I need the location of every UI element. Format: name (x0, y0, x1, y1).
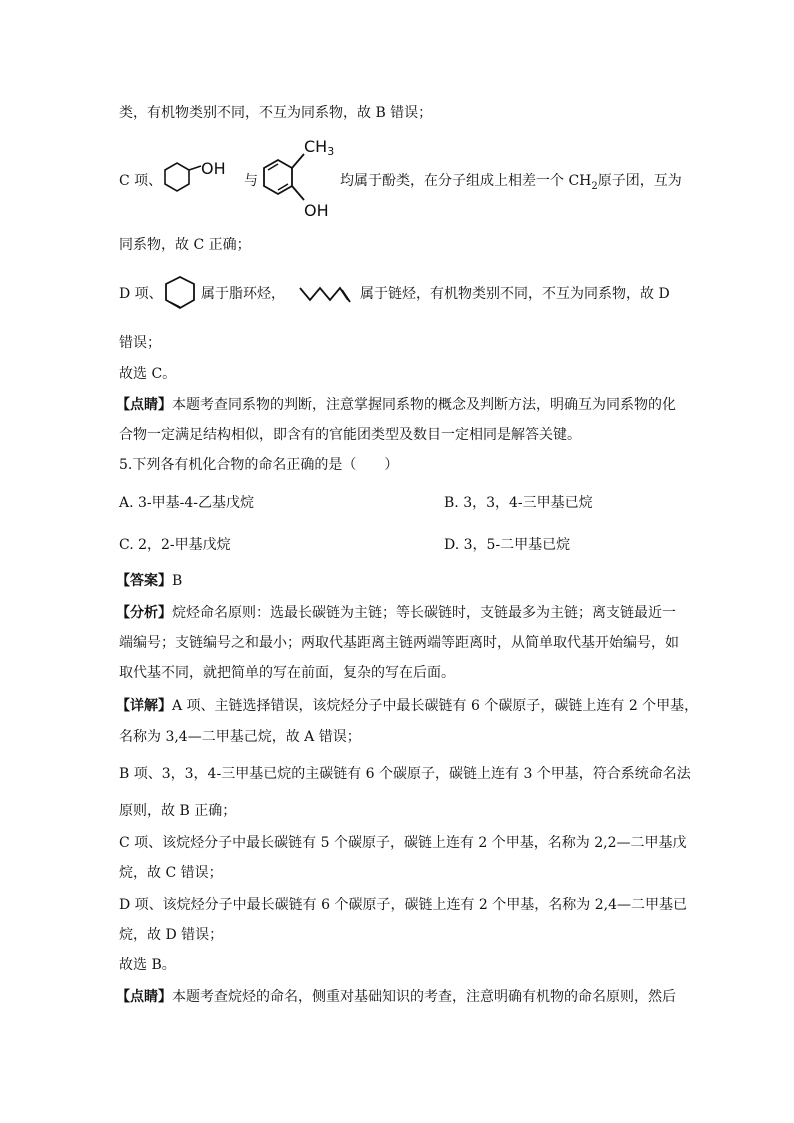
dianjing-1-text-a: 本题考查同系物的判断，注意掌握同系物的概念及判断方法，明确互为同系物的化 (172, 397, 676, 413)
cresol-ch3-label: CH3 (304, 137, 335, 158)
option-d: D. 3，5-二甲基已烷 (444, 537, 571, 553)
xiangjie-line-c2: 烷，故 C 错误； (119, 865, 223, 881)
cresol-structure (258, 134, 342, 222)
phenol-structure (155, 158, 245, 198)
c-subscript: 2 (591, 180, 598, 192)
fenxi-line-c: 取代基不同，就把简单的写在前面，复杂的写在后面。 (119, 665, 455, 681)
dianjing-2-text-a: 本题考查烷烃的命名，侧重对基础知识的考查，注意明确有机物的命名原则，然后 (172, 989, 676, 1005)
dianjing-2-line-a (116, 988, 676, 1006)
cresol-oh-label: OH (304, 201, 329, 220)
phenol-oh-label: OH (201, 159, 226, 178)
answer-line (116, 572, 182, 590)
hexene-chain-structure (296, 280, 358, 308)
text-line-1: 类，有机物类别不同，不互为同系物，故 B 错误； (119, 105, 433, 121)
xiangjie-line-end: 故选 B。 (119, 957, 176, 973)
text-line-c-suffix (340, 172, 682, 196)
dianjing-1-line-a (116, 396, 676, 414)
option-b: B. 3，3，4-三甲基已烷 (444, 495, 593, 511)
text-line-c-prefix: C 项、 (119, 173, 163, 189)
xiangjie-text-a1: A 项、主链选择错误，该烷烃分子中最长碳链有 6 个碳原子，碳链上连有 2 个甲基， (172, 698, 699, 714)
xiangjie-line-a1 (116, 697, 698, 715)
text-line-3: 同系物，故 C 正确； (119, 237, 251, 253)
text-line-6: 故选 C。 (119, 366, 177, 382)
fenxi-line-a (116, 604, 676, 622)
question-5: 5.下列各有机化合物的命名正确的是（ ） (119, 457, 399, 473)
dianjing-1-tag: 【点睛】 (116, 397, 172, 413)
xiangjie-line-c1: C 项、该烷烃分子中最长碳链有 5 个碳原子，碳链上连有 2 个甲基，名称为 2,2—二甲基戊 (119, 835, 687, 851)
c-suffix-text-2: 原子团，互为 (597, 173, 682, 189)
text-line-d-mid: 属于脂环烃， (201, 286, 285, 302)
text-line-d-prefix: D 项、 (119, 286, 163, 302)
fenxi-text-a: 烷烃命名原则：选最长碳链为主链；等长碳链时，支链最多为主链；离支链最近一 (172, 605, 676, 621)
xiangjie-line-d1: D 项、该烷烃分子中最长碳链有 6 个碳原子，碳链上连有 2 个甲基，名称为 2,4—二甲基已 (119, 897, 688, 913)
text-line-5: 错误； (119, 335, 161, 351)
answer-value: B (172, 573, 183, 589)
fenxi-tag: 【分析】 (116, 605, 172, 621)
fenxi-line-b: 端编号；支链编号之和最小；两取代基距离主链两端等距离时，从简单取代基开始编号，如 (119, 635, 679, 651)
xiangjie-line-b2: 原则，故 B 正确； (119, 803, 237, 819)
dianjing-1-line-b: 合物一定满足结构相似，即含有的官能团类型及数目一定相同是解答关键。 (119, 427, 581, 443)
xiangjie-tag: 【详解】 (116, 698, 172, 714)
xiangjie-line-d2: 烷，故 D 错误； (119, 927, 224, 943)
answer-tag: 【答案】 (116, 573, 172, 589)
cyclohexene-structure (158, 272, 204, 318)
option-c: C. 2，2-甲基戊烷 (119, 537, 231, 553)
xiangjie-line-a2: 名称为 3,4—二甲基己烷，故 A 错误； (119, 729, 361, 745)
dianjing-2-tag: 【点睛】 (116, 989, 172, 1005)
text-line-d-suffix: 属于链烃，有机物类别不同，不互为同系物，故 D (360, 286, 670, 302)
c-suffix-text: 均属于酚类，在分子组成上相差一个 CH (340, 173, 592, 189)
option-a: A. 3-甲基-4-乙基戊烷 (119, 495, 255, 511)
text-line-c-with: 与 (244, 173, 258, 189)
xiangjie-line-b1: B 项、3，3，4-三甲基已烷的主碳链有 6 个碳原子，碳链上连有 3 个甲基，符合系统命名法 (119, 766, 691, 782)
